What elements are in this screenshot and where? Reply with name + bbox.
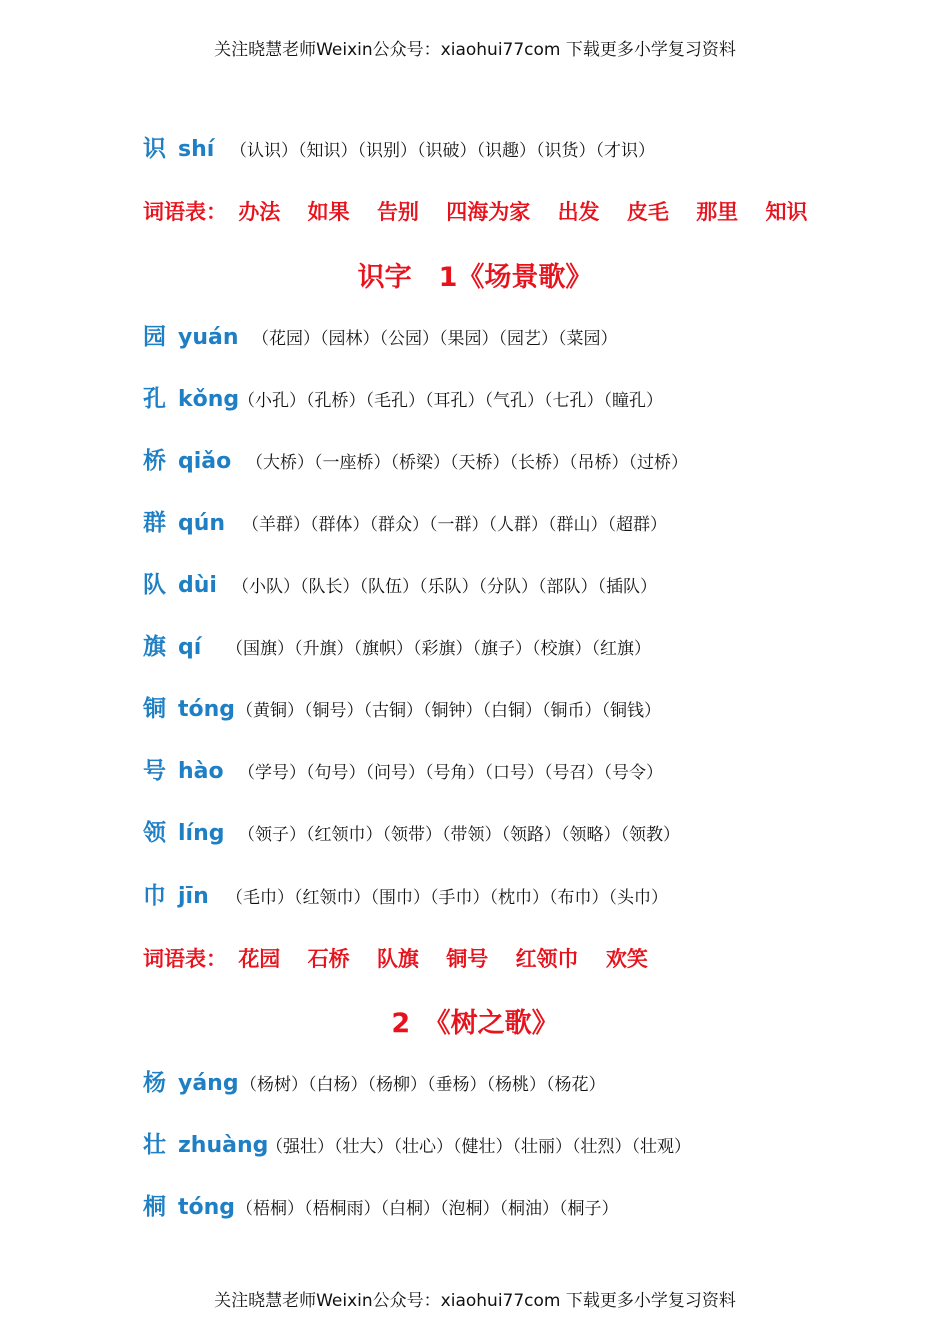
- pinyin: yáng: [178, 1071, 239, 1096]
- pinyin: tóng: [178, 697, 236, 722]
- pinyin: shí: [178, 137, 215, 162]
- character: 号: [143, 758, 166, 784]
- lesson-title-1: 识字 1《场景歌》: [357, 262, 593, 293]
- pinyin: jīn: [178, 884, 209, 909]
- vocab-label: 词语表：: [143, 947, 227, 971]
- pinyin: yuán: [178, 325, 239, 350]
- vocab-list-1: [143, 196, 828, 226]
- page-header: 关注晓慧老师Weixin公众号：xiaohui77com 下载更多小学复习资料: [214, 40, 736, 60]
- character: 识: [143, 136, 166, 162]
- vocab-word: 石桥: [307, 947, 350, 971]
- word-list: （认识）（知识）（识别）（识破）（识趣）（识货）（才识）: [230, 141, 655, 161]
- char-entry-hao: [143, 752, 663, 786]
- pinyin: dùi: [178, 573, 217, 598]
- vocab-word: 那里: [696, 200, 739, 224]
- word-list: （黄铜）（铜号）（古铜）（铜钟）（白铜）（铜币）（铜钱）: [236, 701, 661, 721]
- vocab-list-2: [143, 943, 668, 973]
- char-entry-ling: [143, 814, 680, 848]
- character: 队: [143, 572, 166, 598]
- character: 园: [143, 324, 166, 350]
- char-entry-tong: [143, 690, 661, 724]
- pinyin: tóng: [178, 1195, 236, 1220]
- char-entry-qun: [143, 504, 667, 538]
- character: 旗: [143, 634, 166, 660]
- character: 巾: [143, 883, 166, 909]
- vocab-word: 欢笑: [605, 947, 648, 971]
- char-entry-jin: [143, 877, 668, 911]
- word-list: （梧桐）（梧桐雨）（白桐）（泡桐）（桐油）（桐子）: [236, 1199, 619, 1219]
- vocab-word: 红领巾: [515, 947, 579, 971]
- character: 领: [143, 820, 166, 846]
- char-entry-qiao: [143, 442, 688, 476]
- vocab-label: 词语表：: [143, 200, 227, 224]
- char-entry-kong: [143, 380, 663, 414]
- vocab-word: 皮毛: [626, 200, 669, 224]
- lesson-title-2: 2 《树之歌》: [391, 1008, 559, 1039]
- word-list: （国旗）（升旗）（旗帜）（彩旗）（旗子）（校旗）（红旗）: [226, 639, 651, 659]
- page-footer: 关注晓慧老师Weixin公众号：xiaohui77com 下载更多小学复习资料: [214, 1291, 736, 1311]
- char-entry-yang: [143, 1064, 606, 1098]
- vocab-word: 知识: [765, 200, 808, 224]
- word-list: （学号）（句号）（问号）（号角）（口号）（号召）（号令）: [238, 763, 663, 783]
- word-list: （花园）（园林）（公园）（果园）（园艺）（菜园）: [252, 329, 618, 349]
- character: 孔: [143, 386, 166, 412]
- word-list: （领子）（红领巾）（领带）（带领）（领路）（领略）（领教）: [238, 825, 680, 845]
- word-list: （羊群）（群体）（群众）（一群）（人群）（群山）（超群）: [242, 515, 667, 535]
- char-entry-shi: [143, 130, 655, 164]
- character: 群: [143, 510, 166, 536]
- word-list: （小队）（队长）（队伍）（乐队）（分队）（部队）（插队）: [232, 577, 657, 597]
- pinyin: qí: [178, 635, 202, 660]
- vocab-word: 四海为家: [446, 200, 531, 224]
- pinyin: kǒng: [178, 387, 240, 412]
- pinyin: qún: [178, 511, 226, 536]
- vocab-word: 如果: [307, 200, 350, 224]
- vocab-word: 出发: [557, 200, 600, 224]
- word-list: （大桥）（一座桥）（桥梁）（天桥）（长桥）（吊桥）（过桥）: [246, 453, 688, 473]
- char-entry-dui: [143, 566, 657, 600]
- character: 壮: [143, 1132, 166, 1158]
- character: 桥: [143, 448, 166, 474]
- char-entry-zhuang: [143, 1126, 691, 1160]
- char-entry-tong-2: [143, 1188, 619, 1222]
- pinyin: qiǎo: [178, 449, 232, 474]
- vocab-word: 办法: [238, 200, 281, 224]
- char-entry-yuan: [143, 318, 618, 352]
- word-list: （小孔）（孔桥）（毛孔）（耳孔）（气孔）（七孔）（瞳孔）: [238, 391, 663, 411]
- character: 桐: [143, 1194, 166, 1220]
- char-entry-qi: [143, 628, 651, 662]
- word-list: （毛巾）（红领巾）（围巾）（手巾）（枕巾）（布巾）（头巾）: [226, 888, 668, 908]
- pinyin: hào: [178, 759, 224, 784]
- vocab-word: 铜号: [446, 947, 489, 971]
- pinyin: líng: [178, 821, 225, 846]
- word-list: （强壮）（壮大）（壮心）（健壮）（壮丽）（壮烈）（壮观）: [266, 1137, 691, 1157]
- pinyin: zhuàng: [178, 1133, 269, 1158]
- word-list: （杨树）（白杨）（杨柳）（垂杨）（杨桃）（杨花）: [240, 1075, 606, 1095]
- character: 杨: [143, 1070, 166, 1096]
- vocab-word: 队旗: [376, 947, 419, 971]
- vocab-word: 花园: [238, 947, 281, 971]
- character: 铜: [143, 696, 166, 722]
- vocab-word: 告别: [376, 200, 419, 224]
